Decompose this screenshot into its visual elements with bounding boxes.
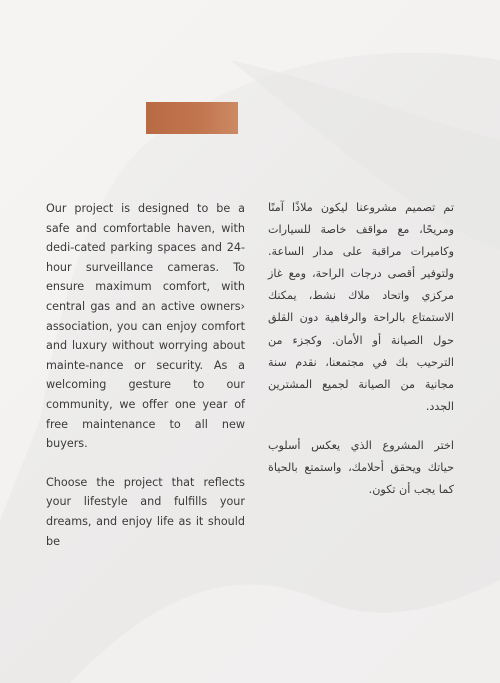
english-paragraph-1: Our project is designed to be a safe and comfortable haven, with dedi-cated parking spaces and 24-hour surveillance cameras. To ensure maximum comfort, with central gas and an active owners› association, you can enjoy comfort and luxury without worrying about mainte-nance or security. As a welcoming gesture to our community, we offer one year of free maintenance to all new buyers. <box>46 202 245 451</box>
arabic-paragraph-1: تم تصميم مشروعنا ليكون ملاذًا آمنًا ومريحًا، مع مواقف خاصة للسيارات وكاميرات مراقبة على مدار الساعة. ولتوفير أقصى درجات الراحة، ومع غاز مركزي واتحاد ملاك نشط، يمكنك الاستمتاع بالراحة والرفاهية دون القلق حول الصيانة أو الأمان. وكجزء من الترحيب بك في مجتمعنا، نقدم سنة مجانية من الصيانة لجميع المشترين الجدد. <box>268 201 454 413</box>
accent-bar <box>146 102 238 134</box>
arabic-column <box>268 197 454 501</box>
english-paragraph-2: Choose the project that reflects your lifestyle and fulfills your dreams, and enjoy life as it should be <box>46 475 245 548</box>
arabic-paragraph-2: اختر المشروع الذي يعكس أسلوب حياتك ويحقق أحلامك، واستمتع بالحياة كما يجب أن تكون. <box>268 438 454 497</box>
english-column <box>46 199 245 551</box>
